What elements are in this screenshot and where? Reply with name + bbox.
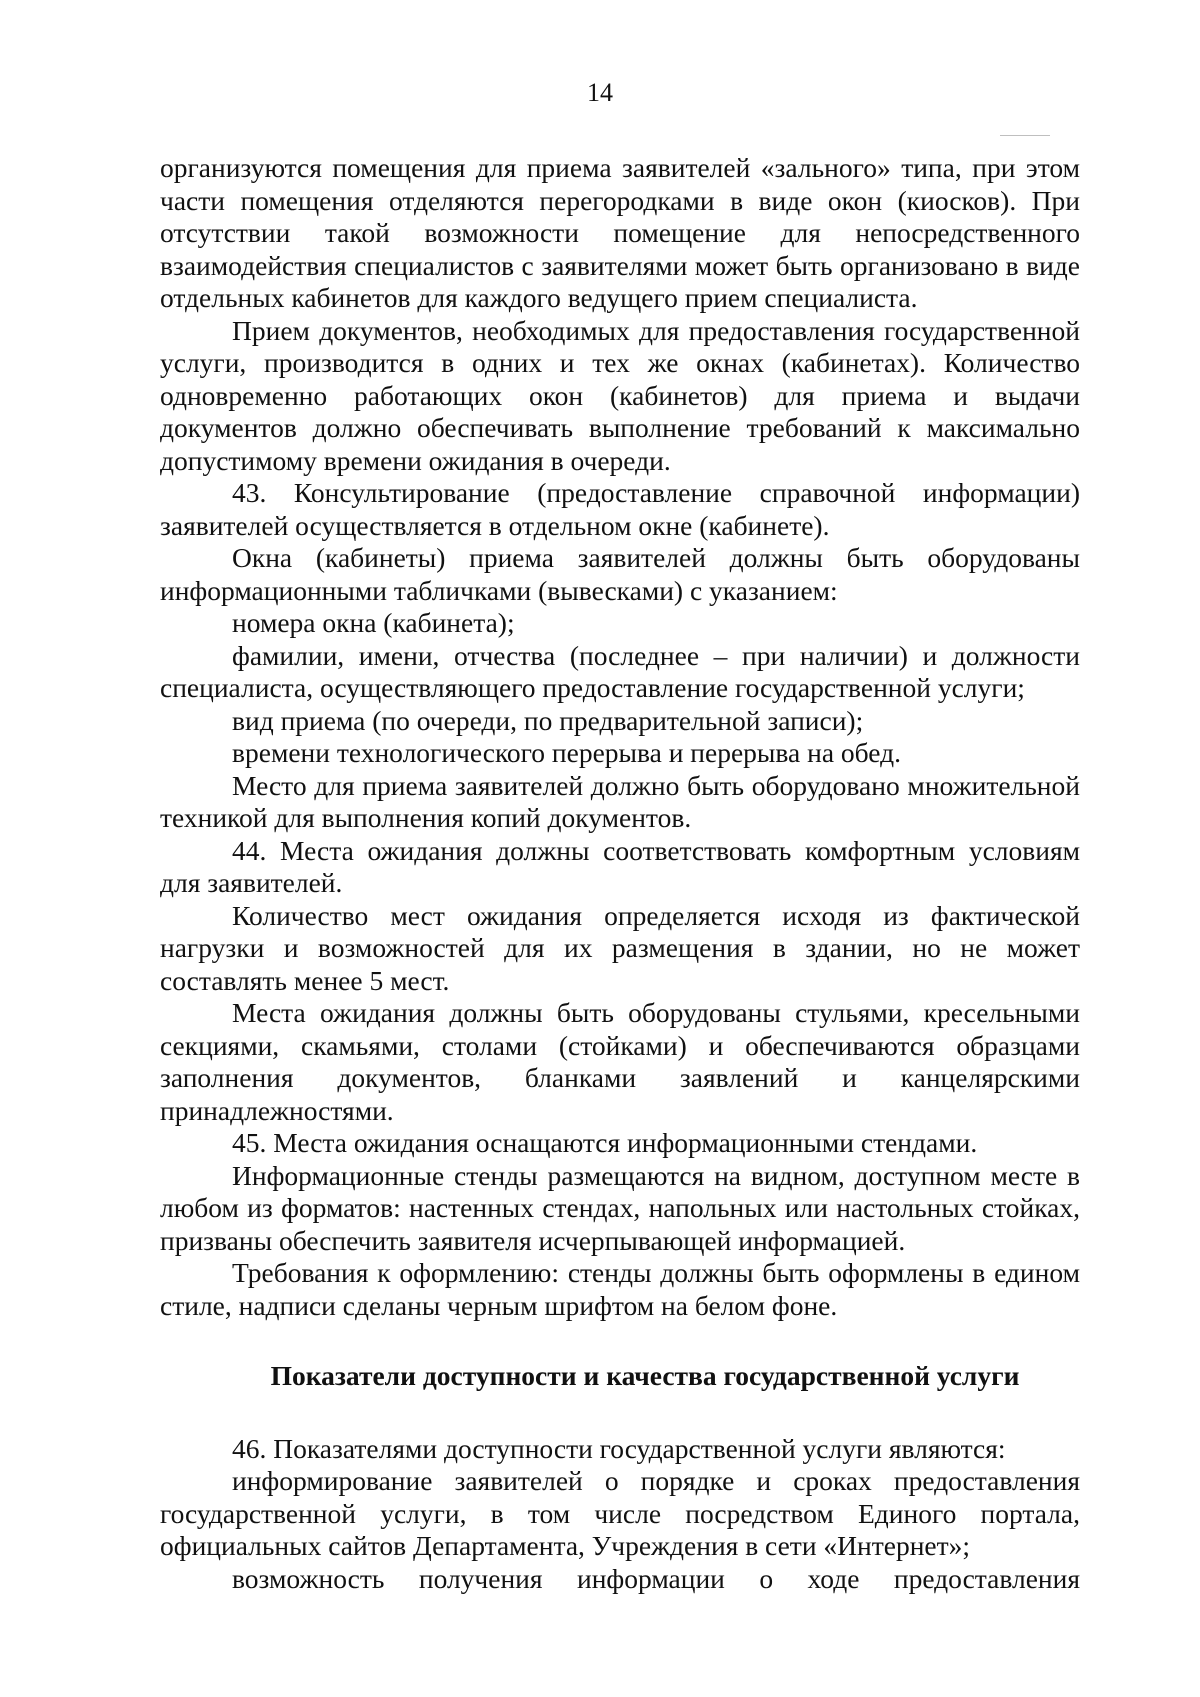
list-item: возможность получения информации о ходе предоставления [232,1562,1080,1594]
paragraph: 46. Показателями доступности государственной услуги являются: [232,1432,1006,1464]
paragraph: Требования к оформлению: стенды должны быть оформлены в едином стиле, надписи сделаны черным шрифтом на белом фоне. [160,1257,1080,1321]
paragraph: Информационные стенды размещаются на видном, доступном месте в любом из форматов: настенных стендах, напольных или настольных стойках, призваны обеспечить заявителя исчерпывающей информацией. [160,1159,1080,1256]
list-item: времени технологического перерыва и перерыва на обед. [232,737,901,768]
paragraph: организуются помещения для приема заявителей «зального» типа, при этом части помещения отделяются перегородками в виде окон (киосков). При отсутствии такой возможности помещение для непосредственного взаимодействия специалистов с заявителями может быть организовано в виде отдельных кабинетов для каждого ведущего прием специалиста. [160,152,1080,313]
paragraph: Прием документов, необходимых для предоставления государственной услуги, производится в одних и тех же окнах (кабинетах). Количество одновременно работающих окон (кабинетов) для приема и выдачи документов должно обеспечивать выполнение требований к максимально допустимому времени ожидания в очереди. [160,314,1080,476]
paragraph: Место для приема заявителей должно быть оборудовано множительной техникой для выполнения копий документов. [160,769,1080,833]
section-heading: Показатели доступности и качества государственной услуги [270,1360,1020,1391]
list-item: вид приема (по очереди, по предварительной записи); [232,704,864,736]
paragraph: Окна (кабинеты) приема заявителей должны быть оборудованы информационными табличками (вывесками) с указанием: [160,542,1080,606]
paragraph: 44. Места ожидания должны соответствовать комфортным условиям для заявителей. [160,834,1080,898]
document-body [160,152,1080,1595]
paragraph: 45. Места ожидания оснащаются информационными стендами. [232,1127,978,1158]
paragraph: Места ожидания должны быть оборудованы стульями, кресельными секциями, скамьями, столами (стойками) и обеспечиваются образцами заполнения документов, бланками заявлений и канцелярскими принадлежностями. [160,997,1080,1126]
paragraph: Количество мест ожидания определяется исходя из фактической нагрузки и возможностей для их размещения в здании, но не может составлять менее 5 мест. [160,899,1080,996]
list-item: фамилии, имени, отчества (последнее – при наличии) и должности специалиста, осуществляющего предоставление государственной услуги; [160,639,1080,703]
list-item: информирование заявителей о порядке и сроках предоставления государственной услуги, в том числе посредством Единого портала, официальных сайтов Департамента, Учреждения в сети «Интернет»; [160,1465,1080,1561]
scan-artifact [1000,135,1050,136]
page-number: 14 [587,78,613,107]
list-item: номера окна (кабинета); [232,607,515,638]
paragraph: 43. Консультирование (предоставление справочной информации) заявителей осуществляется в отдельном окне (кабинете). [160,477,1080,541]
